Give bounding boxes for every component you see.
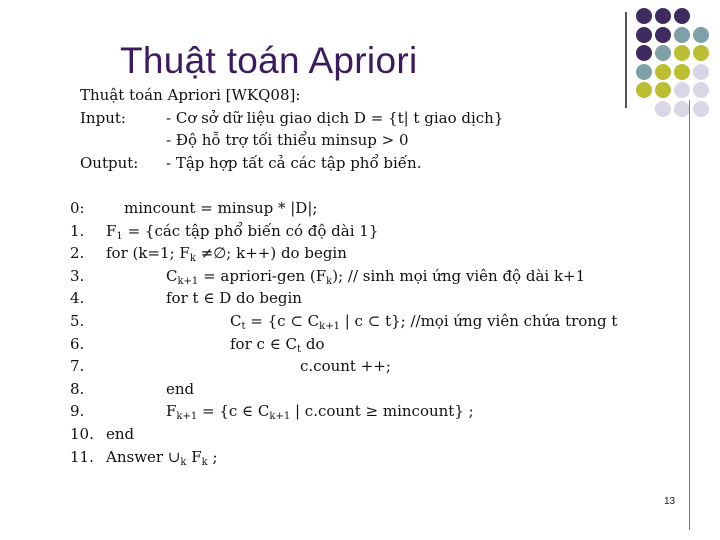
decor-dot [674, 64, 690, 80]
step-text-part: = apriori-gen (F [198, 266, 327, 285]
decor-dot [693, 101, 709, 117]
decor-dot [636, 64, 652, 80]
step-text-part: ; [207, 447, 218, 466]
step-text-part: | c.count ≥ mincount} ; [290, 402, 474, 421]
step-number: 6. [70, 334, 85, 353]
slide-title: Thuật toán Apriori [120, 40, 418, 81]
step-text-part: C [166, 266, 178, 285]
subscript: k [180, 456, 187, 468]
step-number: 0: [70, 199, 85, 217]
step-text-part: F [166, 402, 177, 421]
decor-dot [655, 64, 671, 80]
subscript: k+1 [269, 411, 291, 423]
step-number: 3. [70, 266, 85, 285]
step-text-part: for t ∈ D do begin [166, 289, 302, 308]
step-number: 4. [70, 289, 85, 308]
subscript: k+1 [177, 275, 199, 287]
step-text-part: = {các tập phổ biến có độ dài 1} [122, 221, 379, 240]
decor-dot [674, 8, 690, 24]
step-text-part: = {c ∈ C [197, 402, 270, 421]
step-text-part: for c ∈ C [230, 334, 298, 353]
step-text-part: = {c ⊂ C [245, 312, 320, 330]
step-text-part: end [106, 425, 135, 443]
decor-dot [655, 27, 671, 43]
step-text [124, 197, 317, 220]
decor-dot [674, 27, 690, 43]
algorithm-heading: Thuật toán Apriori [WKQ08]: [80, 86, 301, 104]
subscript: k [201, 456, 208, 468]
output-label: Output: [80, 153, 139, 172]
step-text [300, 355, 391, 378]
decor-dot [693, 27, 709, 43]
step-text-part: Answer ∪ [106, 447, 181, 466]
step-text-part: do [301, 334, 325, 353]
step-number: 5. [70, 312, 85, 330]
decor-dot [674, 45, 690, 61]
step-number: 11. [70, 447, 94, 466]
output-description: - Tập hợp tất cả các tập phổ biến. [166, 153, 422, 172]
step-text-part: c.count ++; [300, 357, 391, 376]
decor-dot [693, 82, 709, 98]
step-text-part: end [166, 379, 195, 398]
input-label: Input: [80, 108, 126, 127]
decor-dot [693, 45, 709, 61]
step-number: 1. [70, 221, 85, 240]
decor-dot [636, 8, 652, 24]
input-minsup: - Độ hỗ trợ tối thiểu minsup > 0 [166, 131, 409, 150]
step-text-part: C [230, 312, 242, 330]
step-text-part: ≠∅; k++) do begin [195, 244, 347, 263]
step-number: 10. [70, 425, 94, 443]
subscript: t [241, 321, 246, 332]
subscript: 1 [116, 230, 123, 242]
step-text-part: mincount = minsup * |D|; [124, 199, 318, 217]
step-number: 9. [70, 402, 85, 421]
subscript: k+1 [319, 321, 340, 332]
step-text [166, 287, 302, 310]
subscript: k+1 [176, 411, 198, 423]
step-text [106, 423, 134, 446]
step-text-part: F [106, 221, 117, 240]
step-text [166, 378, 194, 401]
page-number: 13 [664, 496, 676, 507]
step-number: 7. [70, 357, 85, 376]
decor-dot [636, 27, 652, 43]
algorithm-scan [62, 84, 692, 474]
step-number: 8. [70, 379, 85, 398]
decor-dot [655, 45, 671, 61]
subscript: t [297, 343, 302, 355]
step-number: 2. [70, 244, 85, 263]
decor-dot [636, 45, 652, 61]
step-text-part: for (k=1; F [106, 244, 190, 263]
subscript: k [189, 253, 196, 265]
step-text [106, 446, 218, 475]
subscript: k [326, 275, 333, 287]
decor-dot [693, 64, 709, 80]
step-text-part: | c ⊂ t}; //mọi ứng viên chứa trong t [339, 312, 618, 330]
step-text-part: F [186, 447, 202, 466]
step-text [166, 400, 474, 429]
decor-dot [655, 8, 671, 24]
input-database: - Cơ sở dữ liệu giao dịch D = {t| t giao dịch} [166, 108, 504, 127]
step-text-part: ); // sinh mọi ứng viên độ dài k+1 [332, 266, 586, 285]
